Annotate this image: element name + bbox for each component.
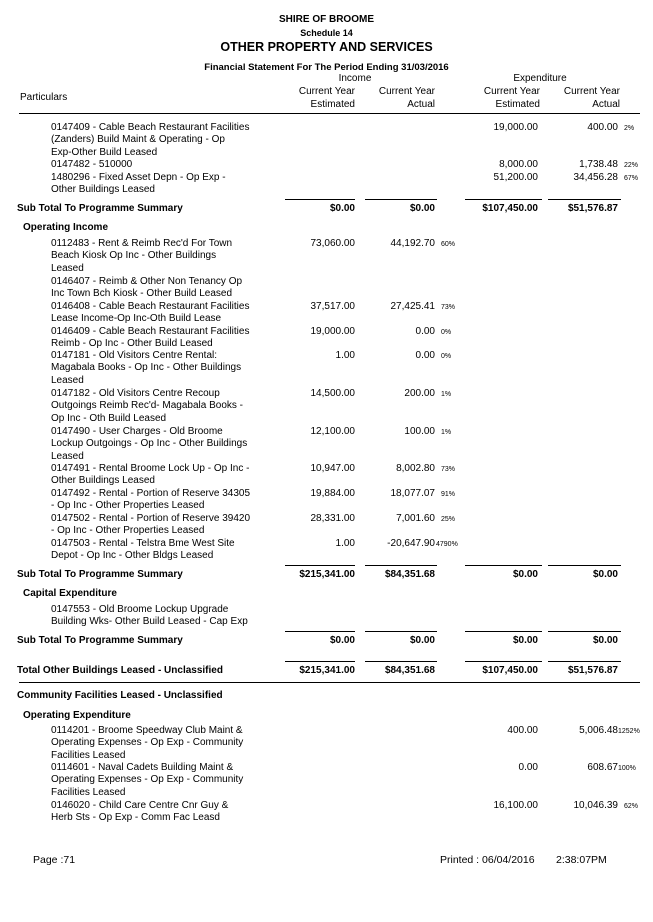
income-estimated-cell: 19,000.00 xyxy=(310,326,355,337)
column-total-rule xyxy=(285,565,355,566)
report-title: OTHER PROPERTY AND SERVICES xyxy=(220,40,433,54)
particulars-line: Lease Income-Op Inc-Oth Build Lease xyxy=(51,313,222,325)
expenditure-actual-header-line1: Current Year xyxy=(563,86,620,97)
particulars-line: Building Wks- Other Build Leased - Cap Exp xyxy=(51,616,248,628)
income-percent-cell: 4790% xyxy=(436,541,458,548)
income-actual-header-line2: Actual xyxy=(407,99,435,110)
column-total-rule xyxy=(465,565,542,566)
particulars-line: 0147502 - Rental - Portion of Reserve 39420 xyxy=(51,513,251,524)
expenditure-estimated-cell: $107,450.00 xyxy=(482,665,538,676)
org-name: SHIRE OF BROOME xyxy=(278,14,374,25)
printed-time: 2:38:07PM xyxy=(556,854,607,866)
expenditure-estimated-cell: 400.00 xyxy=(507,725,538,736)
particulars-line: (Zanders) Build Maint & Operating - Op xyxy=(51,134,225,146)
report-subtitle: Financial Statement For The Period Ending 31/03/2016 xyxy=(204,62,449,73)
particulars-cell xyxy=(51,488,256,513)
particulars-cell xyxy=(51,238,256,275)
income-actual-cell: 0.00 xyxy=(415,350,435,361)
income-estimated-cell: 10,947.00 xyxy=(310,463,355,474)
expenditure-actual-cell: $0.00 xyxy=(592,569,618,580)
particulars-cell xyxy=(51,463,256,488)
particulars-line: 1480296 - Fixed Asset Depn - Op Exp - xyxy=(51,172,226,183)
income-estimated-cell: 14,500.00 xyxy=(310,388,355,399)
column-total-rule xyxy=(465,661,542,662)
particulars-line: Herb Sts - Op Exp - Comm Fac Leasd xyxy=(51,812,220,824)
particulars-cell xyxy=(51,604,256,629)
expenditure-estimated-cell: 0.00 xyxy=(518,762,538,773)
particulars-line: 0147503 - Rental - Telstra Bme West Site xyxy=(51,538,235,549)
header-rule xyxy=(19,113,640,114)
income-estimated-cell: $0.00 xyxy=(329,203,355,214)
column-total-rule xyxy=(465,199,542,200)
column-total-rule xyxy=(548,199,621,200)
particulars-line: Depot - Op Inc - Other Bldgs Leased xyxy=(51,550,214,562)
column-total-rule xyxy=(548,661,621,662)
particulars-line: Exp-Other Build Leased xyxy=(51,146,158,158)
schedule-label: Schedule 14 xyxy=(300,28,353,38)
particulars-cell xyxy=(23,588,283,600)
particulars-cell xyxy=(51,122,256,159)
particulars-cell xyxy=(51,350,256,387)
income-percent-cell: 73% xyxy=(441,466,456,473)
column-total-rule xyxy=(548,631,621,632)
particulars-cell xyxy=(17,635,277,647)
page-number: Page :71 xyxy=(33,854,76,866)
particulars-line: 0147409 - Cable Beach Restaurant Facilities xyxy=(51,122,250,133)
income-estimated-cell: 1.00 xyxy=(335,538,355,549)
income-actual-cell: $84,351.68 xyxy=(384,665,435,676)
expenditure-estimated-header-line2: Estimated xyxy=(495,99,540,110)
particulars-line: Other Buildings Leased xyxy=(51,184,155,196)
particulars-line: 0147553 - Old Broome Lockup Upgrade xyxy=(51,604,229,615)
particulars-cell xyxy=(51,762,256,799)
particulars-line: 0147181 - Old Visitors Centre Rental: xyxy=(51,350,218,361)
column-total-rule xyxy=(548,565,621,566)
particulars-line: 0146407 - Reimb & Other Non Tenancy Op xyxy=(51,276,243,287)
particulars-line: 0146408 - Cable Beach Restaurant Facilities xyxy=(51,301,250,312)
column-total-rule xyxy=(365,565,437,566)
particulars-line: Total Other Buildings Leased - Unclassified xyxy=(17,665,223,676)
income-percent-cell: 1% xyxy=(441,391,452,398)
particulars-line: Sub Total To Programme Summary xyxy=(17,635,183,646)
particulars-line: 0114601 - Naval Cadets Building Maint & xyxy=(51,762,234,773)
expenditure-estimated-cell: 16,100.00 xyxy=(493,800,538,811)
column-total-rule xyxy=(285,199,355,200)
income-estimated-cell: 19,884.00 xyxy=(310,488,355,499)
income-estimated-cell: 28,331.00 xyxy=(310,513,355,524)
expenditure-percent-cell: 2% xyxy=(624,125,635,132)
expenditure-actual-cell: $51,576.87 xyxy=(567,203,618,214)
particulars-cell xyxy=(51,172,256,197)
income-actual-cell: $84,351.68 xyxy=(384,569,435,580)
expenditure-actual-cell: $0.00 xyxy=(592,635,618,646)
particulars-line: Other Buildings Leased xyxy=(51,475,155,487)
particulars-line: - Op Inc - Other Properties Leased xyxy=(51,500,205,512)
particulars-cell xyxy=(51,725,256,762)
expenditure-estimated-cell: $0.00 xyxy=(512,635,538,646)
particulars-cell xyxy=(51,159,256,171)
income-actual-cell: $0.00 xyxy=(409,203,435,214)
particulars-cell xyxy=(23,710,283,722)
expenditure-percent-cell: 1252% xyxy=(618,728,640,735)
column-total-rule xyxy=(285,661,355,662)
particulars-line: Operating Expenditure xyxy=(23,710,131,721)
income-actual-cell: 0.00 xyxy=(415,326,435,337)
particulars-line: Outgoings Reimb Rec'd- Magabala Books - xyxy=(51,400,244,412)
particulars-cell xyxy=(17,665,277,677)
particulars-line: Operating Expenses - Op Exp - Community xyxy=(51,737,244,749)
expenditure-estimated-cell: 19,000.00 xyxy=(493,122,538,133)
expenditure-percent-cell: 67% xyxy=(624,175,639,182)
income-actual-cell: $0.00 xyxy=(409,635,435,646)
particulars-line: 0147182 - Old Visitors Centre Recoup xyxy=(51,388,220,399)
particulars-cell xyxy=(51,538,256,563)
income-actual-cell: -20,647.90 xyxy=(387,538,435,549)
expenditure-actual-cell: 10,046.39 xyxy=(573,800,618,811)
particulars-line: 0146409 - Cable Beach Restaurant Facilities xyxy=(51,326,250,337)
particulars-line: 0112483 - Rent & Reimb Rec'd For Town xyxy=(51,238,233,249)
expenditure-estimated-cell: $107,450.00 xyxy=(482,203,538,214)
particulars-header: Particulars xyxy=(20,92,68,103)
expenditure-estimated-cell: 8,000.00 xyxy=(499,159,538,170)
particulars-line: Operating Income xyxy=(23,222,109,233)
particulars-line: Lockup Outgoings - Op Inc - Other Buildings xyxy=(51,438,248,450)
income-percent-cell: 1% xyxy=(441,429,452,436)
income-estimated-cell: $0.00 xyxy=(329,635,355,646)
total-bottom-rule xyxy=(19,682,640,683)
income-percent-cell: 73% xyxy=(441,304,456,311)
particulars-line: Inc Town Bch Kiosk - Other Build Leased xyxy=(51,288,233,300)
income-actual-cell: 7,001.60 xyxy=(396,513,435,524)
income-estimated-header-line1: Current Year xyxy=(298,86,355,97)
expenditure-actual-cell: $51,576.87 xyxy=(567,665,618,676)
particulars-line: Leased xyxy=(51,374,84,386)
particulars-line: 0146020 - Child Care Centre Cnr Guy & xyxy=(51,800,229,811)
income-actual-cell: 27,425.41 xyxy=(390,301,435,312)
income-estimated-cell: 73,060.00 xyxy=(310,238,355,249)
particulars-cell xyxy=(51,326,256,351)
income-percent-cell: 60% xyxy=(441,241,456,248)
expenditure-actual-cell: 400.00 xyxy=(587,122,618,133)
printed-date: Printed : 06/04/2016 xyxy=(440,854,535,866)
particulars-cell xyxy=(23,222,283,234)
particulars-line: Op Inc - Oth Build Leased xyxy=(51,412,167,424)
expenditure-percent-cell: 62% xyxy=(624,803,639,810)
expenditure-actual-cell: 5,006.48 xyxy=(579,725,618,736)
particulars-line: Operating Expenses - Op Exp - Community xyxy=(51,774,244,786)
particulars-line: 0147490 - User Charges - Old Broome xyxy=(51,426,223,437)
particulars-line: Magabala Books - Op Inc - Other Buildings xyxy=(51,362,242,374)
particulars-line: Capital Expenditure xyxy=(23,588,117,599)
particulars-line: Facilities Leased xyxy=(51,749,126,761)
income-actual-cell: 200.00 xyxy=(404,388,435,399)
particulars-line: Beach Kiosk Op Inc - Other Buildings xyxy=(51,250,217,262)
income-estimated-cell: 12,100.00 xyxy=(310,426,355,437)
income-actual-cell: 44,192.70 xyxy=(390,238,435,249)
income-percent-cell: 0% xyxy=(441,329,452,336)
particulars-line: 0147482 - 510000 xyxy=(51,159,133,170)
particulars-cell xyxy=(17,203,277,215)
particulars-line: Leased xyxy=(51,450,84,462)
particulars-line: Reimb - Op Inc - Other Build Leased xyxy=(51,338,213,350)
expenditure-group-header: Expenditure xyxy=(513,73,567,84)
particulars-line: Facilities Leased xyxy=(51,786,126,798)
particulars-line: Sub Total To Programme Summary xyxy=(17,203,183,214)
expenditure-percent-cell: 22% xyxy=(624,162,639,169)
column-total-rule xyxy=(365,661,437,662)
expenditure-actual-cell: 608.67 xyxy=(587,762,618,773)
particulars-line: 0147491 - Rental Broome Lock Up - Op Inc - xyxy=(51,463,250,474)
particulars-line: Leased xyxy=(51,262,84,274)
particulars-line: Sub Total To Programme Summary xyxy=(17,569,183,580)
income-actual-cell: 100.00 xyxy=(404,426,435,437)
income-actual-cell: 8,002.80 xyxy=(396,463,435,474)
expenditure-actual-cell: 34,456.28 xyxy=(573,172,618,183)
income-percent-cell: 91% xyxy=(441,491,456,498)
expenditure-estimated-cell: $0.00 xyxy=(512,569,538,580)
particulars-cell xyxy=(51,426,256,463)
income-estimated-cell: 37,517.00 xyxy=(310,301,355,312)
income-estimated-cell: 1.00 xyxy=(335,350,355,361)
column-total-rule xyxy=(365,631,437,632)
income-actual-header-line1: Current Year xyxy=(378,86,435,97)
particulars-line: - Op Inc - Other Properties Leased xyxy=(51,525,205,537)
particulars-line: 0114201 - Broome Speedway Club Maint & xyxy=(51,725,243,736)
expenditure-actual-cell: 1,738.48 xyxy=(579,159,618,170)
column-total-rule xyxy=(365,199,437,200)
particulars-cell xyxy=(51,276,256,301)
income-estimated-cell: $215,341.00 xyxy=(299,665,355,676)
income-estimated-cell: $215,341.00 xyxy=(299,569,355,580)
particulars-cell xyxy=(17,690,277,702)
income-actual-cell: 18,077.07 xyxy=(390,488,435,499)
particulars-line: Community Facilities Leased - Unclassified xyxy=(17,690,223,701)
expenditure-actual-header-line2: Actual xyxy=(592,99,620,110)
particulars-cell xyxy=(51,800,256,825)
particulars-cell xyxy=(51,388,256,425)
income-percent-cell: 25% xyxy=(441,516,456,523)
expenditure-percent-cell: 100% xyxy=(618,765,636,772)
particulars-line: 0147492 - Rental - Portion of Reserve 34305 xyxy=(51,488,251,499)
expenditure-estimated-header-line1: Current Year xyxy=(483,86,540,97)
particulars-cell xyxy=(17,569,277,581)
income-estimated-header-line2: Estimated xyxy=(310,99,355,110)
column-total-rule xyxy=(465,631,542,632)
expenditure-estimated-cell: 51,200.00 xyxy=(493,172,538,183)
column-total-rule xyxy=(285,631,355,632)
income-percent-cell: 0% xyxy=(441,353,452,360)
particulars-cell xyxy=(51,301,256,326)
particulars-cell xyxy=(51,513,256,538)
income-group-header: Income xyxy=(338,73,372,84)
